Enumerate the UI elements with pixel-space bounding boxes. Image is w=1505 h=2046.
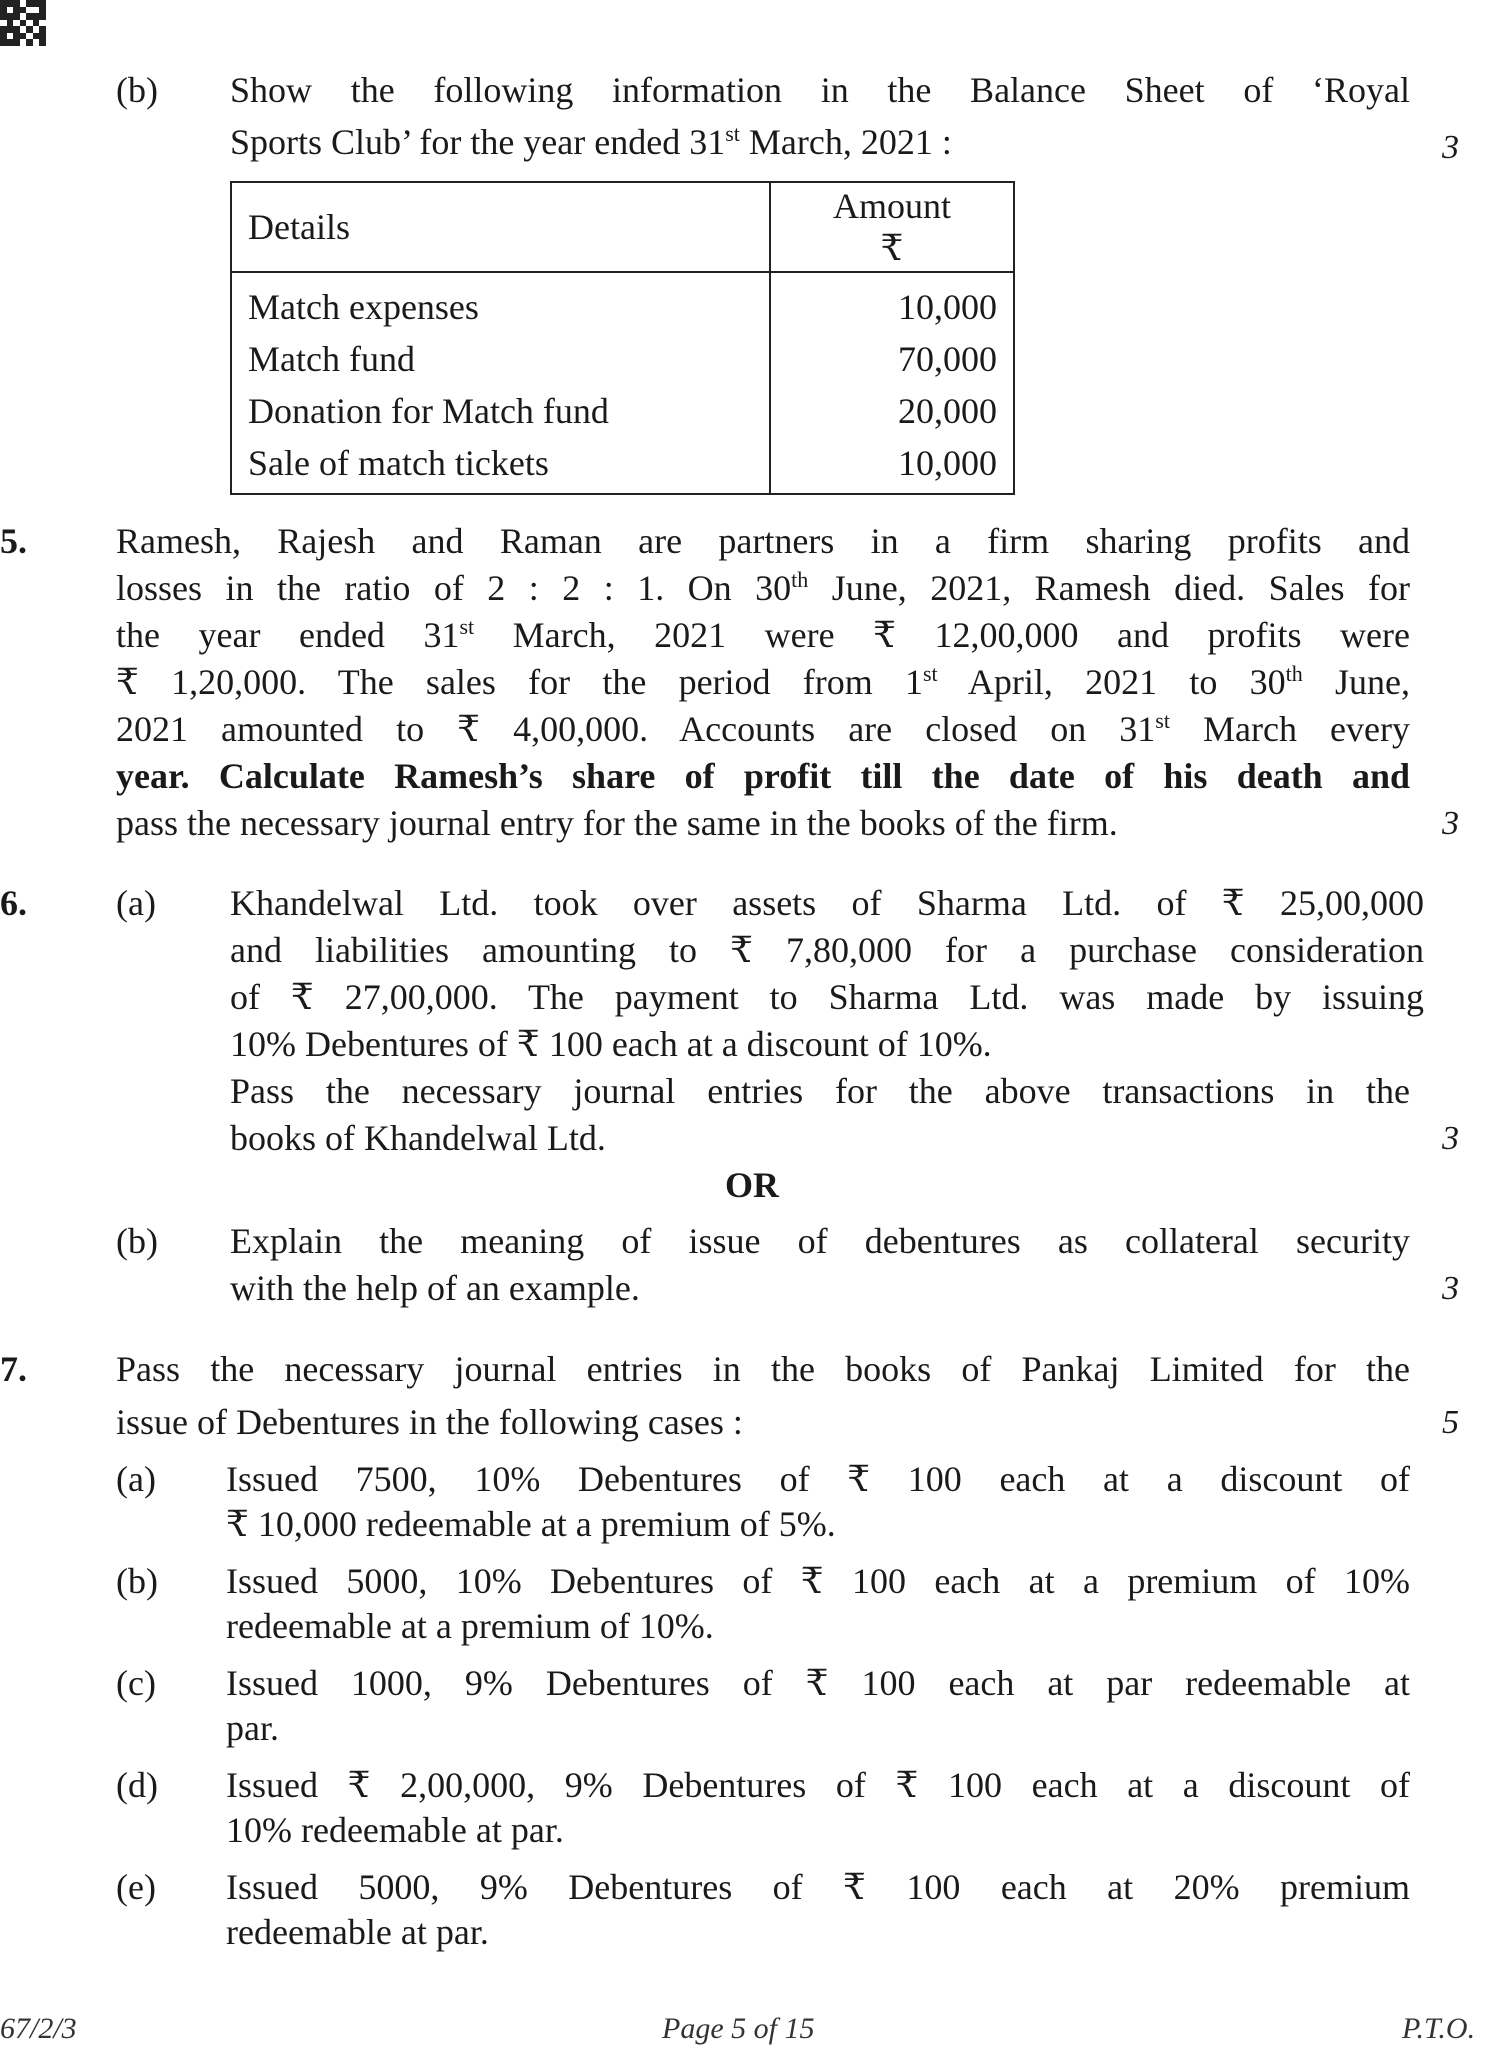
- q5-number: 5.: [0, 521, 27, 561]
- q6b-line2: with the help of an example.: [230, 1268, 640, 1308]
- q7c-line1: Issued 1000, 9% Debentures of ₹ 100 each at par redeemable at: [226, 1663, 1410, 1703]
- footer-paper-code: 67/2/3: [0, 2012, 77, 2045]
- q5-line2: losses in the ratio of 2 : 2 : 1. On 30th June, 2021, Ramesh died. Sales for: [116, 567, 1411, 608]
- row-detail-2: Donation for Match fund: [248, 391, 609, 431]
- q7-line2: issue of Debentures in the following cases :: [116, 1402, 743, 1442]
- q5-line3: the year ended 31st March, 2021 were ₹ 12,00,000 and profits were: [116, 614, 1411, 655]
- row-detail-3: Sale of match tickets: [248, 443, 549, 483]
- footer-pto: P.T.O.: [1402, 2012, 1476, 2045]
- q6a-line2: and liabilities amounting to ₹ 7,80,000 for a purchase consideration: [230, 930, 1424, 970]
- q5-line1: Ramesh, Rajesh and Raman are partners in a firm sharing profits and: [116, 521, 1410, 561]
- row-amount-2: 20,000: [898, 391, 997, 431]
- q7a-line1: Issued 7500, 10% Debentures of ₹ 100 each at a discount of: [226, 1459, 1410, 1499]
- header-amount: Amount ₹: [770, 182, 1014, 272]
- q7e-line1: Issued 5000, 9% Debentures of ₹ 100 each at 20% premium: [226, 1867, 1410, 1907]
- q7b-label: (b): [116, 1561, 158, 1601]
- q6b-label: (b): [116, 1221, 158, 1261]
- q7e-line2: redeemable at par.: [226, 1912, 489, 1952]
- q6a-line3: of ₹ 27,00,000. The payment to Sharma Ltd. was made by issuing: [230, 977, 1424, 1017]
- q7b-line2: redeemable at a premium of 10%.: [226, 1606, 714, 1646]
- footer-page-number: Page 5 of 15: [662, 2012, 815, 2045]
- row-detail-1: Match fund: [248, 339, 415, 379]
- or-separator: OR: [725, 1165, 779, 1205]
- qr-code-icon: [0, 0, 46, 46]
- q4b-line2: Sports Club’ for the year ended 31st March, 2021 :: [230, 121, 952, 162]
- q4b-marks: 3: [1442, 129, 1459, 166]
- row-amount-1: 70,000: [898, 339, 997, 379]
- q6a-marks: 3: [1442, 1120, 1459, 1157]
- row-amount-0: 10,000: [898, 287, 997, 327]
- header-details: Details: [231, 182, 770, 272]
- rupee-symbol: ₹: [880, 228, 904, 268]
- q7-marks: 5: [1442, 1404, 1459, 1441]
- q7d-line2: 10% redeemable at par.: [226, 1810, 564, 1850]
- q5-line5: 2021 amounted to ₹ 4,00,000. Accounts are closed on 31st March every: [116, 708, 1411, 749]
- q5-line6: year. Calculate Ramesh’s share of profit till the date of his death and: [116, 756, 1410, 796]
- q4b-label: (b): [116, 70, 158, 110]
- q6b-line1: Explain the meaning of issue of debentures as collateral security: [230, 1221, 1410, 1261]
- q4b-line1: Show the following information in the Balance Sheet of ‘Royal: [230, 70, 1410, 110]
- q7b-line1: Issued 5000, 10% Debentures of ₹ 100 each at a premium of 10%: [226, 1561, 1410, 1601]
- table-header-row: [231, 182, 1014, 272]
- q7a-label: (a): [116, 1459, 156, 1499]
- q7e-label: (e): [116, 1867, 156, 1907]
- table-body: [231, 272, 1014, 494]
- q6a-label: (a): [116, 883, 156, 923]
- q5-marks: 3: [1442, 805, 1459, 842]
- q6-number: 6.: [0, 883, 27, 923]
- q7-number: 7.: [0, 1349, 27, 1389]
- balance-sheet-table: [230, 181, 1015, 495]
- q7-line1: Pass the necessary journal entries in the books of Pankaj Limited for the: [116, 1349, 1410, 1389]
- q6a-line6: books of Khandelwal Ltd.: [230, 1118, 606, 1158]
- q7c-line2: par.: [226, 1708, 279, 1748]
- q7c-label: (c): [116, 1663, 156, 1703]
- q7a-line2: ₹ 10,000 redeemable at a premium of 5%.: [226, 1504, 836, 1544]
- q7d-label: (d): [116, 1765, 158, 1805]
- q6a-line5: Pass the necessary journal entries for the above transactions in the: [230, 1071, 1410, 1111]
- q6b-marks: 3: [1442, 1270, 1459, 1307]
- q7d-line1: Issued ₹ 2,00,000, 9% Debentures of ₹ 100 each at a discount of: [226, 1765, 1410, 1805]
- row-amount-3: 10,000: [898, 443, 997, 483]
- q6a-line1: Khandelwal Ltd. took over assets of Sharma Ltd. of ₹ 25,00,000: [230, 883, 1424, 923]
- row-detail-0: Match expenses: [248, 287, 479, 327]
- q5-line4: ₹ 1,20,000. The sales for the period from 1st April, 2021 to 30th June,: [116, 661, 1410, 702]
- q5-line7: pass the necessary journal entry for the same in the books of the firm.: [116, 803, 1118, 843]
- q6a-line4: 10% Debentures of ₹ 100 each at a discount of 10%.: [230, 1024, 992, 1064]
